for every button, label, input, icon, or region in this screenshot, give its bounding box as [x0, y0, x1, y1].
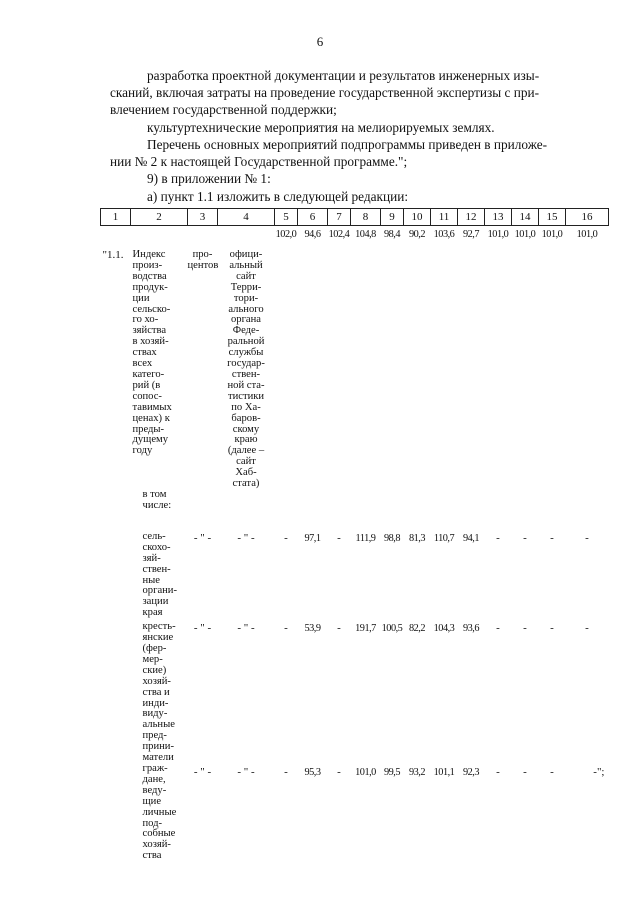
- intro-line-5: Перечень основных мероприятий подпрограммы приведен в приложе-: [147, 137, 548, 152]
- col-header-5: 5: [275, 209, 298, 226]
- col-header-6: 6: [298, 209, 328, 226]
- value-cell: 94,1: [462, 532, 480, 544]
- value-cell: 102,4: [328, 229, 350, 240]
- col-header-3: 3: [188, 209, 218, 226]
- col-header-13: 13: [485, 209, 512, 226]
- value-cell: 101,0: [487, 229, 509, 240]
- table-row: [101, 619, 609, 764]
- intro-line-1: разработка проектной документации и результатов инженерных изы-: [147, 68, 540, 83]
- value-cell: -: [337, 531, 341, 544]
- indicator-name: кресть- янские (фер- мер- ские) хозяй- ства и инди- виду- альные пред- прини- матели: [142, 621, 176, 764]
- intro-line-6: нии № 2 к настоящей Государственной программе.";: [110, 154, 408, 169]
- value-cell: [298, 490, 328, 522]
- value-cell: [275, 490, 298, 522]
- value-cell: -: [496, 765, 500, 778]
- unit-of-measure: - " -: [193, 765, 212, 778]
- value-cell: -: [284, 531, 288, 544]
- value-cell: 110,7: [433, 532, 455, 544]
- value-cell: [431, 490, 458, 522]
- table-row: [101, 490, 609, 522]
- column-number-row: [101, 209, 609, 226]
- value-cell: 92,7: [462, 229, 480, 240]
- value-cell: 81,3: [408, 532, 426, 544]
- intro-line-3: влечением государственной поддержки;: [110, 102, 337, 117]
- value-cell: -: [523, 622, 527, 635]
- col-header-2: 2: [131, 209, 188, 226]
- value-cell: 98,4: [383, 229, 401, 240]
- indicator-name: Индекс произ- водства продук- ции сельско- го хо- зяйства в хозяй- ствах всех катего- рий (в сопос- тавимых ценах) к преды- дущему году: [132, 249, 172, 457]
- value-cell: -: [284, 765, 288, 778]
- value-cell: 100,5: [381, 623, 403, 635]
- intro-line-7: 9) в приложении № 1:: [147, 171, 271, 186]
- unit-of-measure: - " -: [193, 622, 212, 635]
- data-source: - " -: [237, 622, 255, 635]
- value-cell: [458, 490, 485, 522]
- page-number: 6: [316, 34, 324, 49]
- value-cell: 97,1: [304, 532, 321, 544]
- value-cell: 104,3: [433, 623, 455, 635]
- value-cell: 102,0: [275, 229, 297, 240]
- value-cell: 101,1: [433, 766, 455, 778]
- col-header-10: 10: [404, 209, 431, 226]
- value-cell: 99,5: [383, 766, 401, 778]
- intro-line-2: сканий, включая затраты на проведение государственной экспертизы с при-: [110, 85, 540, 100]
- intro-line-4: культуртехнические мероприятия на мелиорируемых землях.: [147, 120, 495, 135]
- indicator-name: в том числе:: [142, 488, 172, 511]
- row-number: [101, 522, 131, 619]
- row-number: [101, 619, 131, 764]
- row-number: [101, 490, 131, 522]
- col-header-8: 8: [351, 209, 381, 226]
- col-header-7: 7: [328, 209, 351, 226]
- value-cell: 104,8: [355, 229, 376, 240]
- value-cell: -: [550, 622, 554, 635]
- col-header-16: 16: [566, 209, 609, 226]
- value-cell: 101,0: [355, 766, 376, 778]
- value-cell: 191,7: [355, 623, 376, 635]
- value-cell: [404, 490, 431, 522]
- value-cell: [381, 490, 404, 522]
- col-header-14: 14: [512, 209, 539, 226]
- value-cell: 101,0: [541, 229, 563, 240]
- unit-of-measure: про- центов: [187, 249, 219, 271]
- value-cell: 90,2: [408, 229, 426, 240]
- intro-line-8: а) пункт 1.1 изложить в следующей редакции:: [147, 189, 409, 204]
- value-cell: -: [284, 622, 288, 635]
- value-cell: -: [550, 765, 554, 778]
- value-cell: 93,6: [462, 623, 480, 635]
- value-cell: 98,8: [383, 532, 401, 544]
- value-cell: -: [585, 622, 589, 635]
- value-cell: 103,6: [433, 229, 455, 240]
- value-cell: -: [337, 765, 341, 778]
- value-cell: [539, 490, 566, 522]
- value-cell: 101,0: [514, 229, 536, 240]
- value-cell: -: [337, 622, 341, 635]
- row-number: [101, 764, 131, 874]
- value-cell: [512, 490, 539, 522]
- value-cell: 94,6: [304, 229, 321, 240]
- col-header-1: 1: [101, 209, 131, 226]
- value-cell: -";: [593, 765, 605, 778]
- row-number: "1.1.: [102, 249, 124, 261]
- col-header-9: 9: [381, 209, 404, 226]
- value-cell: [485, 490, 512, 522]
- col-header-15: 15: [539, 209, 566, 226]
- col-header-4: 4: [218, 209, 275, 226]
- value-cell: -: [523, 531, 527, 544]
- unit-of-measure: [188, 490, 218, 522]
- table-row: [101, 226, 609, 490]
- value-cell: 82,2: [408, 623, 426, 635]
- data-source: - " -: [237, 765, 255, 778]
- value-cell: -: [585, 531, 589, 544]
- value-cell: 92,3: [462, 766, 480, 778]
- data-source: [218, 490, 275, 522]
- table-row: [101, 522, 609, 619]
- value-cell: 93,2: [408, 766, 426, 778]
- value-cell: -: [496, 622, 500, 635]
- value-cell: 111,9: [355, 532, 376, 544]
- data-source: - " -: [237, 531, 255, 544]
- indicator-table: [100, 208, 609, 874]
- value-cell: [328, 490, 351, 522]
- unit-of-measure: - " -: [193, 531, 212, 544]
- value-cell: -: [550, 531, 554, 544]
- indicator-name: граж- дане, веду- щие личные под- собные хозяй- ства: [142, 762, 177, 862]
- value-cell: -: [496, 531, 500, 544]
- value-cell: [566, 490, 609, 522]
- value-cell: -: [523, 765, 527, 778]
- data-source: офици- альный сайт Терри- тори- ального органа Феде- ральной службы государ- ствен- ной ста- тистики по Ха- баров- скому краю (далее – сайт Хаб- стата): [227, 249, 265, 490]
- value-cell: 95,3: [304, 766, 321, 778]
- value-cell: [351, 490, 381, 522]
- table-row: [101, 764, 609, 874]
- col-header-12: 12: [458, 209, 485, 226]
- col-header-11: 11: [431, 209, 458, 226]
- value-cell: 101,0: [576, 229, 598, 240]
- indicator-name: сель- скохо- зяй- ствен- ные органи- зации края: [142, 530, 178, 619]
- value-cell: 53,9: [304, 623, 321, 635]
